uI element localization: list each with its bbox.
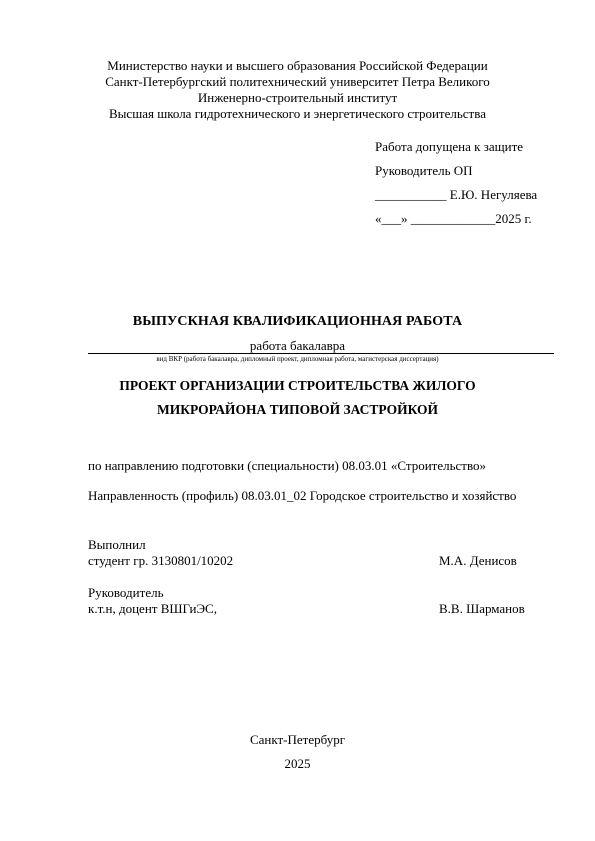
supervisor-name: В.В. Шарманов xyxy=(439,601,525,616)
performed-label: Выполнил xyxy=(88,537,146,552)
signature-line: ___________ Е.Ю. Негуляева xyxy=(375,187,538,202)
student-group: студент гр. 3130801/10202 xyxy=(88,553,234,568)
head-op-label: Руководитель ОП xyxy=(375,163,473,178)
supervisor-title: к.т.н, доцент ВШГиЭС, xyxy=(88,601,217,616)
institute-line: Инженерно-строительный институт xyxy=(197,90,398,105)
year: 2025 xyxy=(284,756,311,771)
ministry-line: Министерство науки и высшего образования Российской Федерации xyxy=(107,58,488,73)
admitted-label: Работа допущена к защите xyxy=(375,139,524,154)
city: Санкт-Петербург xyxy=(249,732,346,747)
direction-line: по направлению подготовки (специальности) 08.03.01 «Строительство» xyxy=(88,458,487,473)
work-type-underline xyxy=(88,353,554,354)
university-line: Санкт-Петербургский политехнический университет Петра Великого xyxy=(105,74,490,89)
topic-line-2: МИКРОРАЙОНА ТИПОВОЙ ЗАСТРОЙКОЙ xyxy=(156,402,439,417)
document-title: ВЫПУСКНАЯ КВАЛИФИКАЦИОННАЯ РАБОТА xyxy=(132,314,463,329)
profile-line: Направленность (профиль) 08.03.01_02 Городское строительство и хозяйство xyxy=(88,488,517,503)
work-type: работа бакалавра xyxy=(249,338,346,353)
work-type-note: вид ВКР (работа бакалавра, дипломный проект, дипломная работа, магистерская диссертация) xyxy=(156,355,439,363)
topic-line-1: ПРОЕКТ ОРГАНИЗАЦИИ СТРОИТЕЛЬСТВА ЖИЛОГО xyxy=(119,378,476,393)
supervisor-label: Руководитель xyxy=(88,585,164,600)
student-name: М.А. Денисов xyxy=(439,553,517,568)
school-line: Высшая школа гидротехнического и энергетического строительства xyxy=(109,106,486,121)
date-line: «___» _____________2025 г. xyxy=(375,211,532,226)
